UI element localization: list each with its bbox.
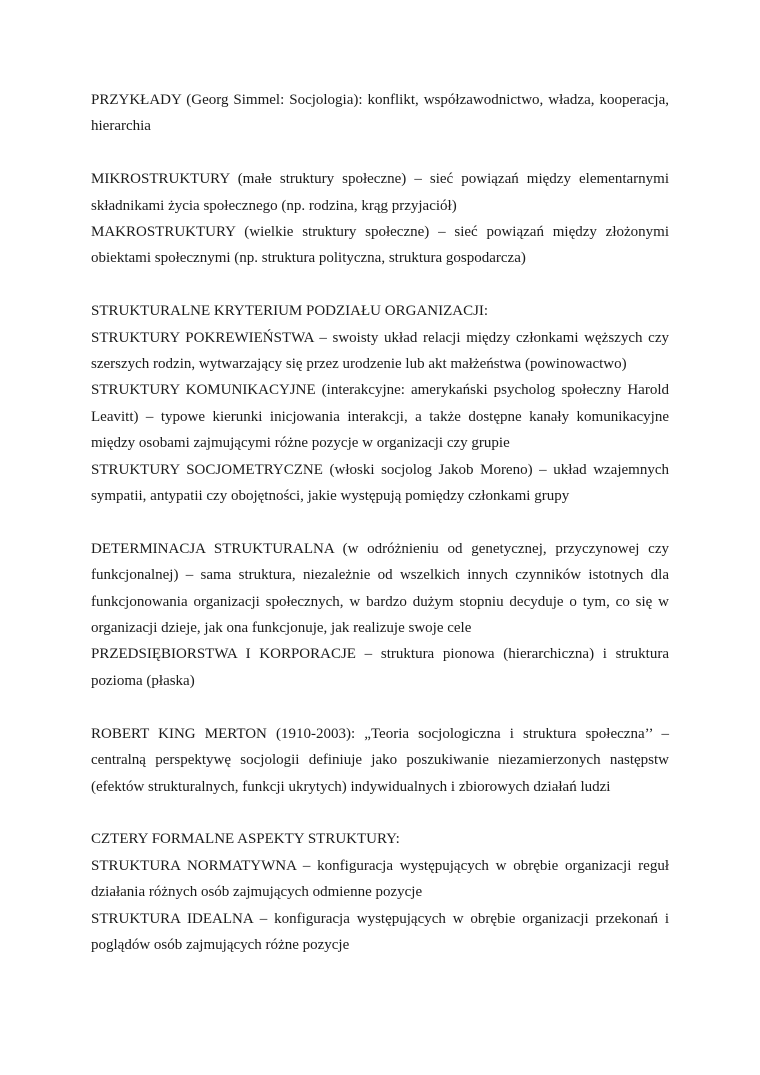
paragraph-gap: [91, 272, 669, 298]
heading-kryterium-podzialu: STRUKTURALNE KRYTERIUM PODZIAŁU ORGANIZACJI:: [91, 303, 489, 320]
heading-aspekty-struktury: CZTERY FORMALNE ASPEKTY STRUKTURY:: [91, 831, 400, 848]
paragraph-przedsiebiorstwa: PRZEDSIĘBIORSTWA I KORPORACJE – struktura pionowa (hierarchiczna) i struktura pozioma (płaska): [91, 646, 669, 689]
paragraph-gap: [91, 509, 669, 535]
paragraph-struktury-komunikacyjne: STRUKTURY KOMUNIKACYJNE (interakcyjne: amerykański psycholog społeczny Harold Leavitt) – typowe kierunki inicjowania interakcji, a także dostępne kanały komunikacyjne między osobami zajmującymi różne pozycje w organizacji czy grupie: [91, 382, 669, 452]
paragraph-mikrostruktury: MIKROSTRUKTURY (małe struktury społeczne) – sieć powiązań między elementarnymi składnikami życia społecznego (np. rodzina, krąg przyjaciół): [91, 171, 669, 214]
paragraph-przyklady: PRZYKŁADY (Georg Simmel: Socjologia): konflikt, współzawodnictwo, władza, kooperacja, hierarchia: [91, 92, 669, 135]
paragraph-makrostruktury: MAKROSTRUKTURY (wielkie struktury społeczne) – sieć powiązań między złożonymi obiektami społecznymi (np. struktura polityczna, struktura gospodarcza): [91, 224, 669, 267]
paragraph-gap: [91, 694, 669, 720]
paragraph-struktura-idealna: STRUKTURA IDEALNA – konfiguracja występujących w obrębie organizacji przekonań i poglądów osób zajmujących różne pozycje: [91, 910, 669, 953]
paragraph-gap: [91, 140, 669, 166]
paragraph-merton: ROBERT KING MERTON (1910-2003): „Teoria socjologiczna i struktura społeczna’’ – centralną perspektywę socjologii definiuje jako poszukiwanie niezamierzonych następstw (efektów strukturalnych, funkcji ukrytych) indywidualnych i zbiorowych działań ludzi: [91, 725, 669, 795]
paragraph-gap: [91, 800, 669, 826]
paragraph-struktura-normatywna: STRUKTURA NORMATYWNA – konfiguracja występujących w obrębie organizacji reguł działania różnych osób zajmujących odmienne pozycje: [91, 857, 669, 901]
paragraph-struktury-socjometryczne: STRUKTURY SOCJOMETRYCZNE (włoski socjolog Jakob Moreno) – układ wzajemnych sympatii, antypatii czy obojętności, jakie występują pomiędzy członkami grupy: [91, 461, 669, 505]
paragraph-struktury-pokrewienstwa: STRUKTURY POKREWIEŃSTWA – swoisty układ relacji między członkami węższych czy szerszych rodzin, wytwarzający się przez urodzenie lub akt małżeństwa (powinowactwo): [91, 329, 669, 373]
paragraph-determinacja-strukturalna: DETERMINACJA STRUKTURALNA (w odróżnieniu od genetycznej, przyczynowej czy funkcjonalnej) – sama struktura, niezależnie od wszelkich innych czynników istotnych dla funkcjonowania organizacji społecznych, w bardzo dużym stopniu decyduje o tym, co się w organizacji dzieje, jak ona funkcjonuje, jak realizuje swoje cele: [91, 540, 669, 637]
